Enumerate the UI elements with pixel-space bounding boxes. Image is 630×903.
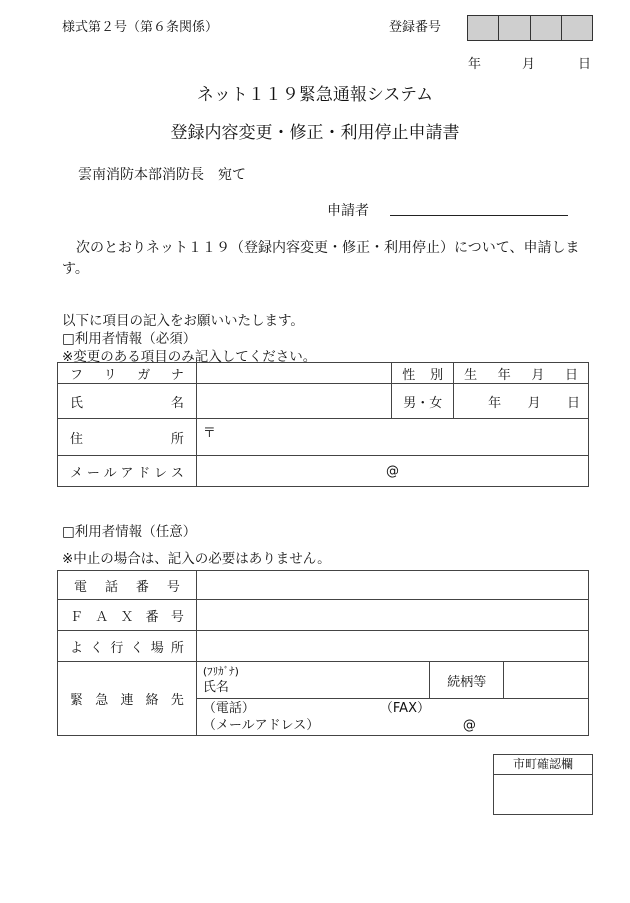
municipal-confirmation-label: 市町確認欄 <box>494 755 592 775</box>
required-section-header: □利用者情報（必須） <box>62 331 197 347</box>
phone-field[interactable] <box>196 571 588 600</box>
name-field[interactable] <box>196 384 391 419</box>
form-number: 様式第２号（第６条関係） <box>62 20 219 35</box>
fax-label: Ｆ Ａ Ｘ 番 号 <box>58 600 197 631</box>
emergency-contact-label: 緊 急 連 絡 先 <box>58 662 197 736</box>
address-field[interactable] <box>196 419 588 456</box>
emergency-contact-name-field[interactable] <box>196 662 429 699</box>
frequent-place-label: よ く 行 く 場 所 <box>58 631 197 662</box>
registration-digit-box[interactable] <box>531 16 562 40</box>
registration-label: 登録番号 <box>389 20 442 35</box>
applicant-signature-line[interactable] <box>390 215 568 216</box>
birthdate-field[interactable]: 年 月 日 <box>454 384 589 419</box>
gender-label: 性 別 <box>392 363 454 384</box>
birthdate-label: 生 年 月 日 <box>454 363 589 384</box>
email-field[interactable] <box>196 456 588 487</box>
relation-label: 続柄等 <box>430 662 504 699</box>
contact-email-label: （メールアドレス） <box>202 718 320 733</box>
fax-field[interactable] <box>196 600 588 631</box>
optional-info-table <box>57 570 589 736</box>
registration-digit-box[interactable] <box>468 16 499 40</box>
required-section-note: ※変更のある項目のみ記入してください。 <box>62 349 317 365</box>
required-info-table <box>57 362 589 487</box>
registration-digit-box[interactable] <box>562 16 592 40</box>
municipal-confirmation-box[interactable] <box>493 754 593 815</box>
furigana-small-label: (ﾌﾘｶﾞﾅ) <box>202 665 239 678</box>
emergency-contact-details-field[interactable] <box>196 699 588 736</box>
instruction-line: 以下に項目の記入をお願いいたします。 <box>62 313 304 329</box>
contact-fax-label: （FAX） <box>379 701 430 716</box>
postal-mark: 〒 <box>202 426 216 441</box>
contact-phone-label: （電話） <box>202 701 255 716</box>
furigana-label: フ リ ガ ナ <box>58 363 197 384</box>
gender-options[interactable]: 男・女 <box>392 384 454 419</box>
registration-digit-box[interactable] <box>499 16 530 40</box>
document-title: ネット１１９緊急通報システム <box>196 85 434 105</box>
optional-section-note: ※中止の場合は、記入の必要はありません。 <box>62 551 331 567</box>
phone-label: 電 話 番 号 <box>58 571 197 600</box>
contact-name-label: 氏名 <box>202 680 229 695</box>
optional-section-header: □利用者情報（任意） <box>62 524 197 540</box>
body-text: 次のとおりネット１１９（登録内容変更・修正・利用停止）について、申請します。 <box>62 240 580 277</box>
frequent-place-field[interactable] <box>196 631 588 662</box>
addressee: 雲南消防本部消防長 宛て <box>78 167 246 183</box>
date-day-label: 日 <box>578 57 592 72</box>
furigana-field[interactable] <box>196 363 391 384</box>
date-year-label: 年 <box>468 57 482 72</box>
registration-number-boxes[interactable] <box>467 15 593 41</box>
email-label: メ ー ル ア ド レ ス <box>58 456 197 487</box>
date-month-label: 月 <box>522 57 536 72</box>
email-at-mark: @ <box>385 463 399 479</box>
name-label: 氏 名 <box>58 384 197 419</box>
contact-email-at-mark: @ <box>462 718 476 733</box>
document-subtitle: 登録内容変更・修正・利用停止申請書 <box>170 123 460 143</box>
relation-field[interactable] <box>504 662 589 699</box>
applicant-label: 申請者 <box>327 203 369 219</box>
address-label: 住 所 <box>58 419 197 456</box>
